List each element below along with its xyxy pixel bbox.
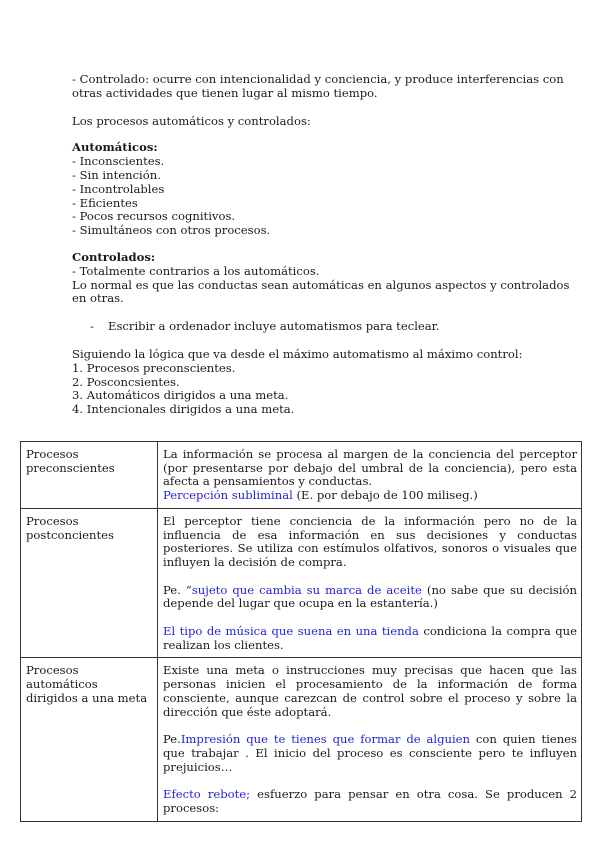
example-link: El tipo de música que suena en una tienda: [163, 624, 419, 639]
example-link: Impresión que te tienes que formar de alguien: [180, 732, 471, 747]
table-row: [21, 658, 582, 821]
example-link: Percepción subliminal: [163, 488, 293, 503]
controlled-heading: Controlados:: [72, 250, 156, 264]
intro-line-1: - Controlado: ocurre con intencionalidad y conciencia, y produce interferencias con: [72, 72, 564, 86]
bullet-dash: -: [90, 319, 94, 333]
list-item: - Pocos recursos cognitivos.: [72, 209, 236, 223]
example-link: sujeto que cambia su marca de aceite: [191, 582, 422, 597]
table-content-cell: [158, 658, 582, 821]
row-description: Existe una meta o instrucciones muy precisas que hacen que las personas inicien el procesamiento de la información de forma consciente, aunque carezcan de control sobre el proceso y sobre la dirección que éste adoptará.: [163, 663, 577, 719]
list-item: - Eficientes: [72, 196, 138, 210]
row-label: Procesos preconscientes: [26, 447, 115, 475]
table-label-cell: [21, 442, 158, 509]
table-row: [21, 508, 582, 658]
list-item: 4. Intencionales dirigidos a una meta.: [72, 402, 295, 416]
list-item: - Simultáneos con otros procesos.: [72, 223, 271, 237]
row-label: Procesos postconcientes: [26, 513, 114, 542]
example-paragraph: [163, 625, 577, 652]
table-content-cell: [158, 442, 582, 509]
process-table: [20, 441, 582, 822]
example-paragraph: [163, 788, 577, 815]
intro-line-2: otras actividades que tienen lugar al mismo tiempo.: [72, 86, 378, 100]
row-description: El perceptor tiene conciencia de la información pero no de la influencia de esa información en sus decisiones y conductas posteriores. Se utiliza con estímulos olfativos, sonoros o visuales que influyen la decisión de compra.: [163, 513, 577, 569]
list-item: 1. Procesos preconscientes.: [72, 361, 236, 375]
table-label-cell: [21, 658, 158, 821]
example-text: (E. por debajo de 100 miliseg.): [292, 488, 478, 503]
table-label-cell: [21, 508, 158, 658]
table-content-cell: [158, 508, 582, 658]
example-prefix: Pe.: [163, 732, 181, 747]
example-link: Efecto rebote;: [163, 787, 251, 802]
table-row: [21, 442, 582, 509]
row-description: La información se procesa al margen de la conciencia del perceptor (por presentarse por debajo del umbral de la conciencia), pero esta afecta a pensamientos y conductas.: [163, 447, 577, 489]
example-text: condiciona la compra que realizan los clientes.: [163, 624, 577, 652]
list-item: - Inconscientes.: [72, 154, 165, 168]
logic-intro: Siguiendo la lógica que va desde el máximo automatismo al máximo control:: [72, 347, 523, 361]
list-item: - Incontrolables: [72, 182, 165, 196]
example-paragraph: [163, 733, 577, 774]
list-item: 3. Automáticos dirigidos a una meta.: [72, 388, 289, 402]
example-text: esfuerzo para pensar en otra cosa. Se producen 2 procesos:: [163, 787, 577, 816]
example-text: (no sabe que su decisión depende del lugar que ocupa en la estantería.): [163, 582, 577, 611]
controlled-line-2: Lo normal es que las conductas sean automáticas en algunos aspectos y controlados: [72, 278, 570, 292]
controlled-line-3: en otras.: [72, 291, 124, 305]
example-paragraph: [163, 584, 577, 611]
row-label-line: Procesos automáticos: [26, 663, 98, 692]
example-text: con quien tienes que trabajar . El inicio del proceso es consciente pero te influyen prejuicios…: [163, 732, 577, 774]
row-label-line: dirigidos a una meta: [26, 690, 148, 705]
list-item: 2. Posconcsientes.: [72, 375, 180, 389]
bullet-text: Escribir a ordenador incluye automatismos para teclear.: [108, 319, 440, 333]
example-prefix: Pe. “: [163, 582, 192, 597]
list-item: - Sin intención.: [72, 168, 161, 182]
processes-title: Los procesos automáticos y controlados:: [72, 114, 311, 128]
controlled-line-1: - Totalmente contrarios a los automáticos.: [72, 264, 320, 278]
automatic-heading: Automáticos:: [72, 140, 158, 154]
